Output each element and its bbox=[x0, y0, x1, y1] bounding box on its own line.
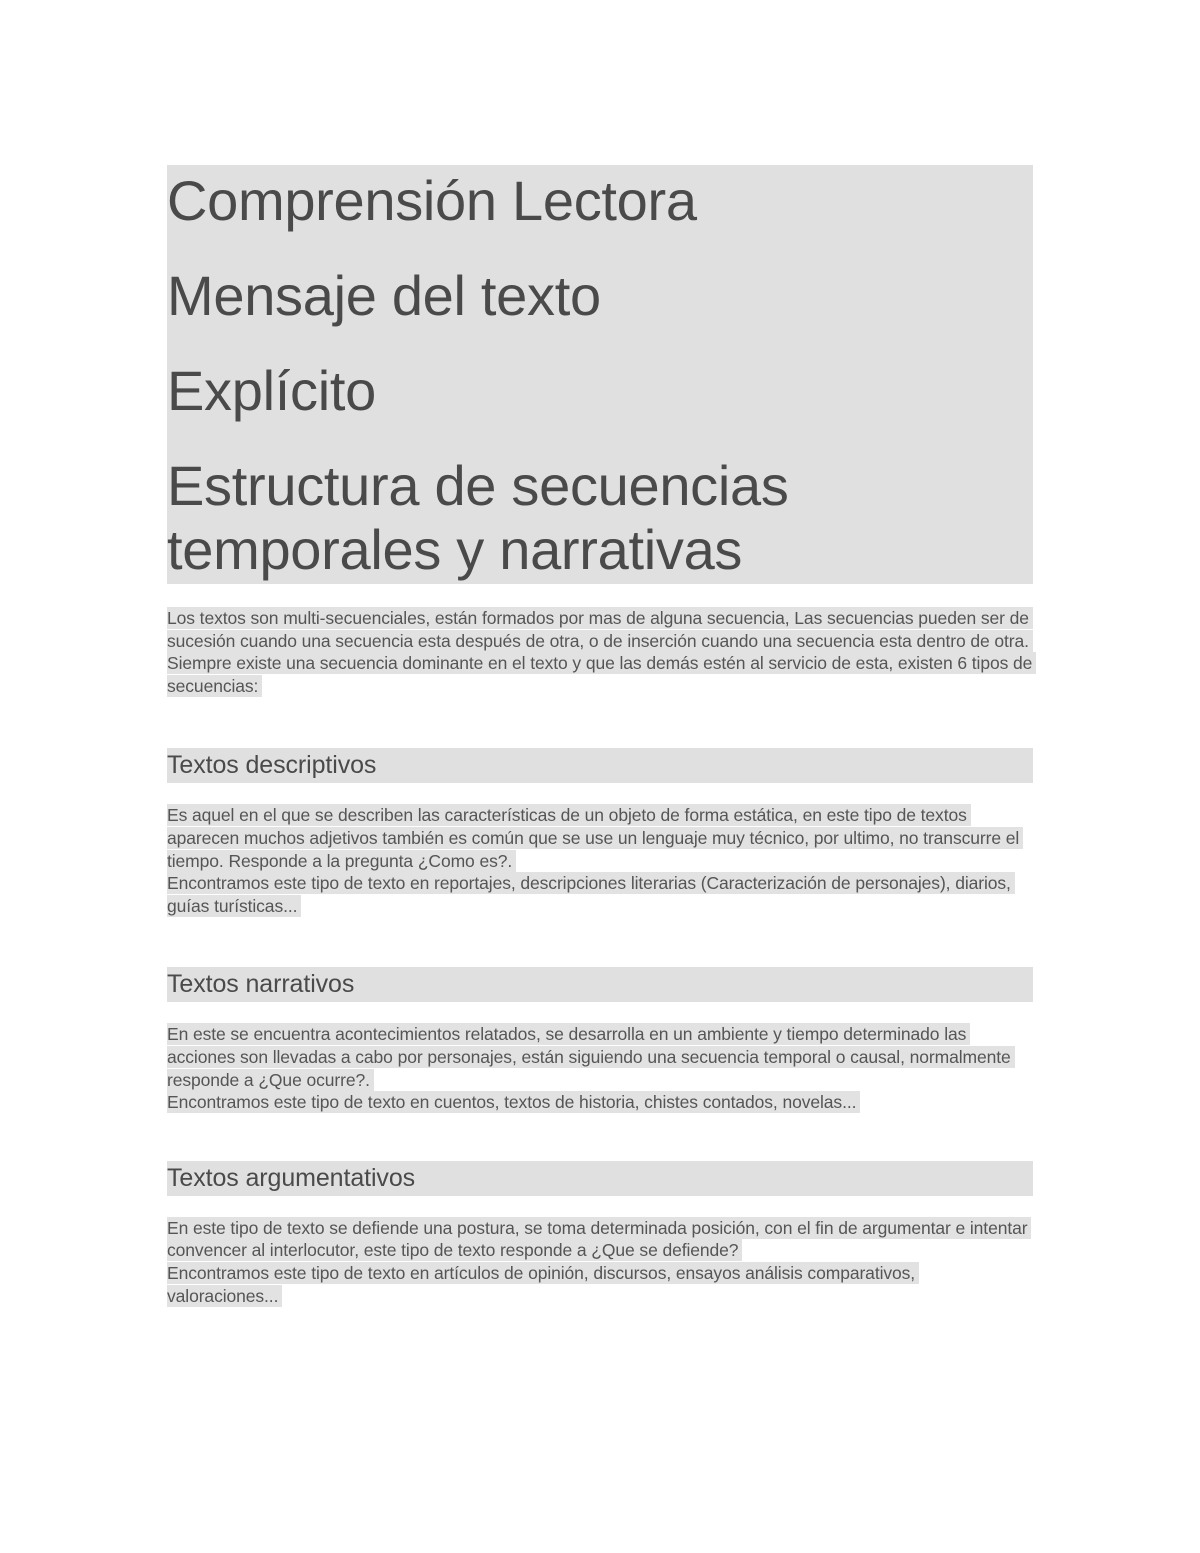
section-examples-narrative: Encontramos este tipo de texto en cuentos, textos de historia, chistes contados, novelas... bbox=[167, 1091, 860, 1113]
section-heading-descriptive: Textos descriptivos bbox=[167, 748, 1033, 783]
section-text-narrative: En este se encuentra acontecimientos relatados, se desarrolla en un ambiente y tiempo determinado las acciones son llevadas a cabo por personajes, están siguiendo una secuencia temporal o causal, normalmente responde a ¿Que ocurre?. bbox=[167, 1023, 1015, 1090]
section-heading-argumentative: Textos argumentativos bbox=[167, 1161, 1033, 1196]
section-text-argumentative: En este tipo de texto se defiende una postura, se toma determinada posición, con el fin de argumentar e intentar convencer al interlocutor, este tipo de texto responde a ¿Que se defiende? bbox=[167, 1217, 1031, 1262]
title-block bbox=[167, 165, 1033, 584]
section-examples-descriptive: Encontramos este tipo de texto en reportajes, descripciones literarias (Caracterización de personajes), diarios, guías turísticas... bbox=[167, 872, 1015, 917]
section-heading-narrative: Textos narrativos bbox=[167, 967, 1033, 1002]
intro-paragraph bbox=[167, 607, 1033, 697]
section-body-narrative bbox=[167, 1023, 1033, 1113]
section-body-descriptive bbox=[167, 804, 1033, 917]
section-body-argumentative bbox=[167, 1217, 1033, 1307]
document-page bbox=[167, 165, 1033, 1307]
subtitle-explicit: Explícito bbox=[167, 359, 376, 422]
intro-text: Los textos son multi-secuenciales, están formados por mas de alguna secuencia, Las secuencias pueden ser de sucesión cuando una secuencia esta después de otra, o de inserción cuando una secuencia esta dentro de otra. Siempre existe una secuencia dominante en el texto y que las demás estén al servicio de esta, existen 6 tipos de secuencias: bbox=[167, 607, 1036, 697]
section-examples-argumentative: Encontramos este tipo de texto en artículos de opinión, discursos, ensayos análisis comparativos, valoraciones... bbox=[167, 1262, 919, 1307]
section-text-descriptive: Es aquel en el que se describen las características de un objeto de forma estática, en este tipo de textos aparecen muchos adjetivos también es común que se use un lenguaje muy técnico, por ultimo, no transcurre el tiempo. Responde a la pregunta ¿Como es?. bbox=[167, 804, 1023, 871]
subtitle-structure: Estructura de secuencias temporales y narrativas bbox=[167, 454, 789, 581]
subtitle-message: Mensaje del texto bbox=[167, 264, 601, 327]
document-title: Comprensión Lectora bbox=[167, 169, 697, 232]
